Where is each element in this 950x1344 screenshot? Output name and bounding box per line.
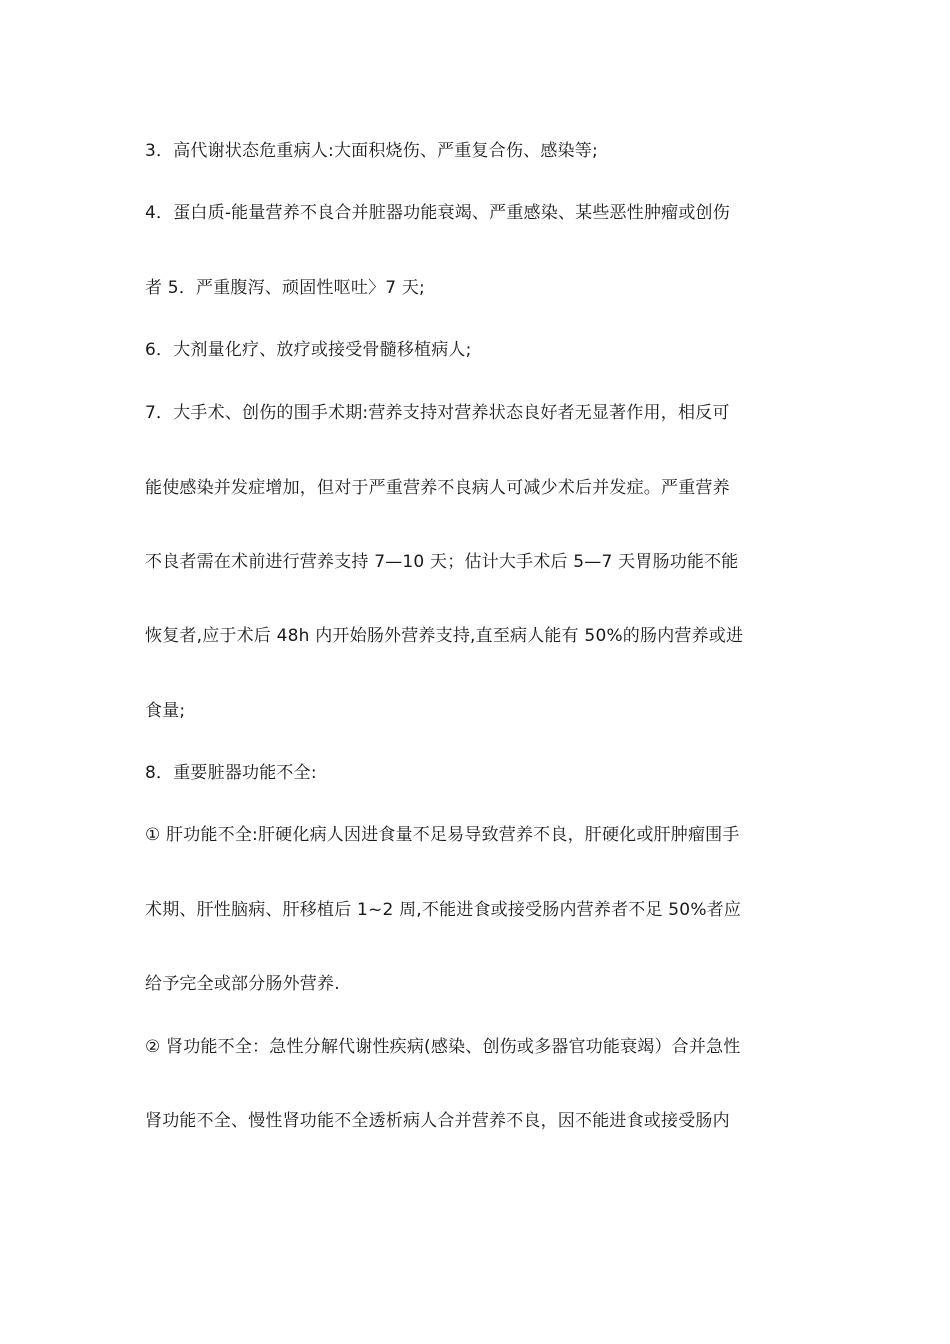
text-line: 4．蛋白质-能量营养不良合并脏器功能衰竭、严重感染、某些恶性肿瘤或创伤 [145,203,730,223]
text-line: 7．大手术、创伤的围手术期:营养支持对营养状态良好者无显著作用，相反可 [145,403,730,423]
text-line: 恢复者,应于术后 48h 内开始肠外营养支持,直至病人能有 50%的肠内营养或进 [145,626,744,646]
text-line: 者 5．严重腹泻、顽固性呕吐〉7 天; [145,278,425,298]
text-line: 能使感染并发症增加，但对于严重营养不良病人可减少术后并发症。严重营养 [145,478,730,498]
text-line: 食量; [145,701,186,721]
text-line: 6．大剂量化疗、放疗或接受骨髓移植病人; [145,340,472,360]
text-line: 3．高代谢状态危重病人:大面积烧伤、严重复合伤、感染等; [145,141,598,161]
text-line: ② 肾功能不全：急性分解代谢性疾病(感染、创伤或多器官功能衰竭）合并急性 [145,1037,741,1057]
text-line: 不良者需在术前进行营养支持 7—10 天；估计大手术后 5—7 天胃肠功能不能 [145,552,739,572]
text-line: 肾功能不全、慢性肾功能不全透析病人合并营养不良，因不能进食或接受肠内 [145,1111,730,1131]
text-line: 8．重要脏器功能不全: [145,763,317,783]
text-line: 给予完全或部分肠外营养. [145,974,340,994]
text-line: 术期、肝性脑病、肝移植后 1~2 周,不能进食或接受肠内营养者不足 50%者应 [145,900,742,920]
text-line: ① 肝功能不全:肝硬化病人因进食量不足易导致营养不良，肝硬化或肝肿瘤围手 [145,825,740,845]
